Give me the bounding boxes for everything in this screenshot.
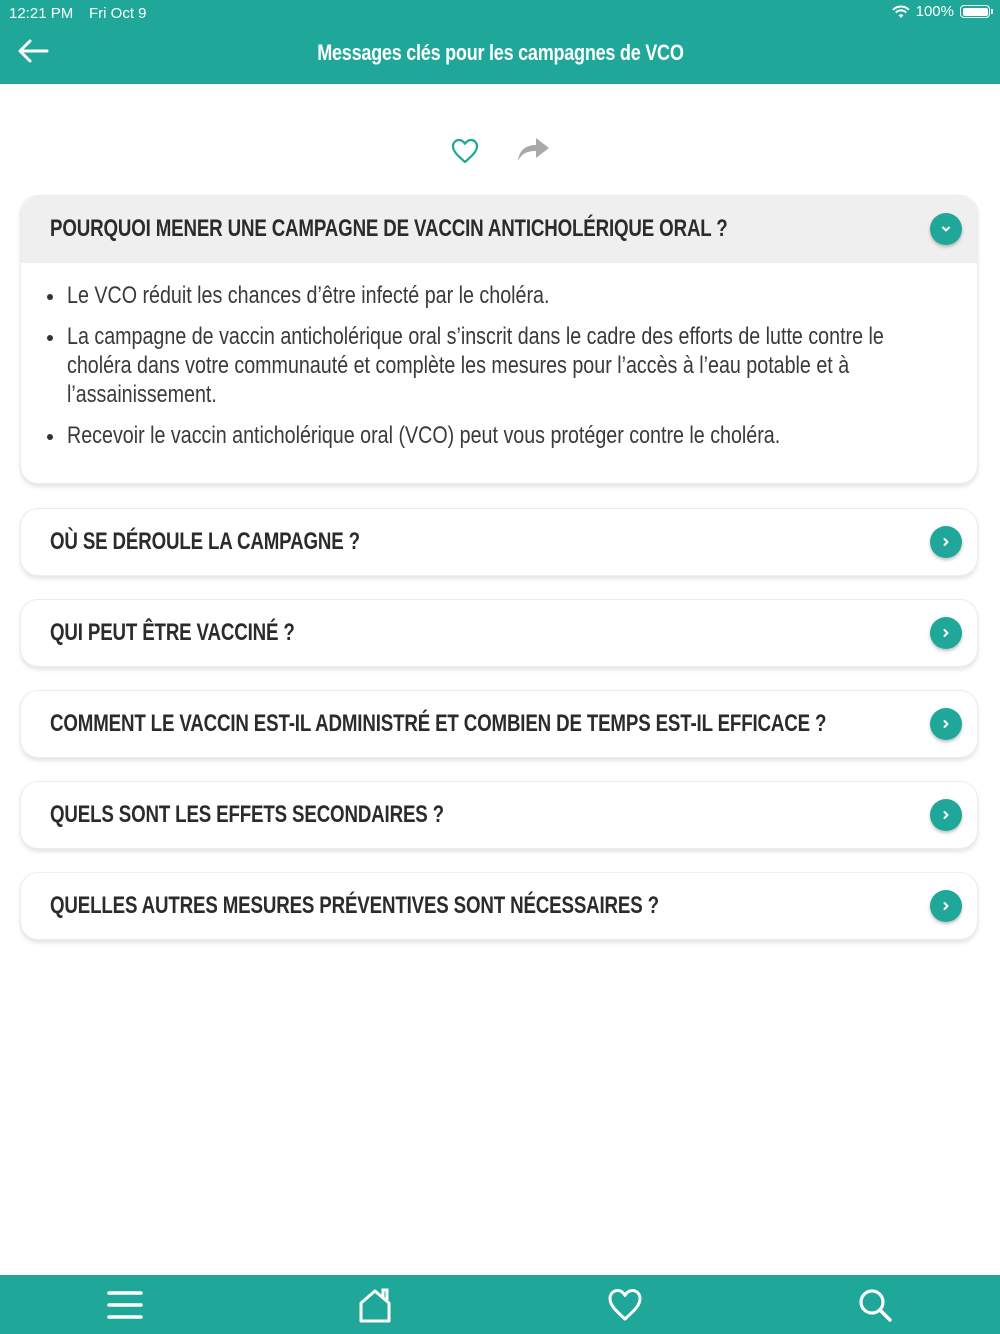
accordion-section-5[interactable] <box>20 781 978 849</box>
accordion-body-1 <box>21 263 977 450</box>
accordion-title: QUELLES AUTRES MESURES PRÉVENTIVES SONT NÉCESSAIRES ? <box>50 892 659 919</box>
battery-percent: 100% <box>915 3 954 20</box>
bullet-list <box>47 281 957 450</box>
home-icon <box>355 1285 395 1325</box>
status-right <box>892 3 990 20</box>
chevron-right-icon[interactable] <box>930 617 962 649</box>
accordion-header-3[interactable] <box>21 600 977 666</box>
battery-icon <box>960 5 990 18</box>
accordion-title: OÙ SE DÉROULE LA CAMPAGNE ? <box>50 528 360 555</box>
share-button[interactable] <box>515 134 551 164</box>
accordion-header-6[interactable] <box>21 873 977 939</box>
status-time: 12:21 PM <box>9 5 74 22</box>
accordion-section-4[interactable] <box>20 690 978 758</box>
share-arrow-icon <box>515 134 551 164</box>
article-actions <box>0 134 1000 168</box>
accordion-title: COMMENT LE VACCIN EST-IL ADMINISTRÉ ET COMBIEN DE TEMPS EST-IL EFFICACE ? <box>50 710 827 737</box>
bullet-text: Le VCO réduit les chances d’être infecté par le choléra. <box>67 282 550 309</box>
bullet-text: Recevoir le vaccin anticholérique oral (VCO) peut vous protéger contre le choléra. <box>67 422 781 449</box>
favorite-button[interactable] <box>450 136 480 166</box>
accordion-title: QUI PEUT ÊTRE VACCINÉ ? <box>50 619 295 646</box>
bullet-text: La campagne de vaccin anticholérique oral s’inscrit dans le cadre des efforts de lutte contre le choléra dans votre communauté et complète les mesures pour l’accès à l’eau potable et à l’assainissement. <box>67 323 884 408</box>
list-item <box>47 421 957 450</box>
accordion-section-1 <box>20 195 978 484</box>
bottom-tab-bar <box>0 1275 1000 1334</box>
status-date: Fri Oct 9 <box>89 5 147 22</box>
tab-favorites[interactable] <box>605 1285 645 1325</box>
top-bar <box>0 0 1000 84</box>
tab-search[interactable] <box>855 1285 895 1325</box>
accordion-title: POURQUOI MENER UNE CAMPAGNE DE VACCIN ANTICHOLÉRIQUE ORAL ? <box>50 215 728 242</box>
wifi-icon <box>892 5 910 19</box>
accordion-section-6[interactable] <box>20 872 978 940</box>
list-item <box>47 281 957 310</box>
accordion-section-2[interactable] <box>20 508 978 576</box>
list-item <box>47 322 957 409</box>
tab-home[interactable] <box>355 1285 395 1325</box>
page-title-text: Messages clés pour les campagnes de VCO <box>316 40 684 65</box>
status-bar <box>0 0 1000 26</box>
accordion-header-1[interactable] <box>21 196 977 263</box>
heart-icon <box>605 1285 645 1325</box>
page-title <box>0 40 1000 66</box>
chevron-right-icon[interactable] <box>930 890 962 922</box>
accordion-header-4[interactable] <box>21 691 977 757</box>
chevron-right-icon[interactable] <box>930 526 962 558</box>
accordion-header-2[interactable] <box>21 509 977 575</box>
menu-icon <box>105 1285 145 1325</box>
accordion-section-3[interactable] <box>20 599 978 667</box>
heart-outline-icon <box>450 136 480 166</box>
accordion-header-5[interactable] <box>21 782 977 848</box>
search-icon <box>855 1285 895 1325</box>
chevron-down-icon[interactable] <box>930 213 962 245</box>
chevron-right-icon[interactable] <box>930 708 962 740</box>
accordion-title: QUELS SONT LES EFFETS SECONDAIRES ? <box>50 801 444 828</box>
chevron-right-icon[interactable] <box>930 799 962 831</box>
tab-menu[interactable] <box>105 1285 145 1325</box>
